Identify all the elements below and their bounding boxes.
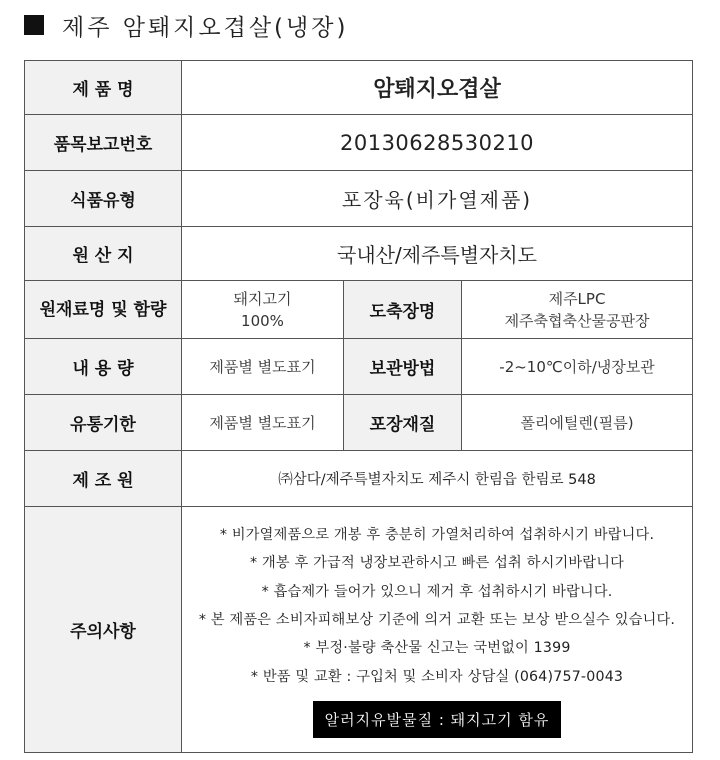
row-content [25,339,693,395]
content-value: 제품별 별도표기 [182,339,344,395]
row-food-type [25,171,693,227]
ingredients-label: 원재료명 및 함량 [25,281,182,339]
slaughterhouse-label: 도축장명 [344,281,462,339]
row-ingredients [25,281,693,339]
content-label: 내 용 량 [25,339,182,395]
packaging-label: 포장재질 [344,395,462,451]
slaughterhouse-value-line2: 제주축협축산물공판장 [504,311,650,330]
allergen-notice: 알러지유발물질 : 돼지고기 함유 [313,701,562,738]
slaughterhouse-value [462,281,693,339]
row-origin [25,227,693,281]
food-type-label: 식품유형 [25,171,182,227]
manufacturer-value: ㈜삼다/제주특별자치도 제주시 한림읍 한림로 548 [182,451,693,507]
row-product-name [25,61,693,115]
page-heading [24,8,348,42]
row-report-number [25,115,693,171]
precaution-item: * 부정·불량 축산물 신고는 국번없이 1399 [303,640,571,657]
row-expiry [25,395,693,451]
page-title: 제주 암퇘지오겹살(냉장) [62,14,349,41]
origin-label: 원 산 지 [25,227,182,281]
product-name-label: 제 품 명 [25,61,182,115]
precautions-content [182,507,693,753]
row-precautions [25,507,693,753]
precaution-item: * 개봉 후 가급적 냉장보관하시고 빠른 섭취 하시기바랍니다 [250,555,625,572]
precaution-item: * 흡습제가 들어가 있으니 제거 후 섭취하시기 바랍니다. [261,583,613,600]
row-manufacturer [25,451,693,507]
food-type-value: 포장육(비가열제품) [182,171,693,227]
ingredients-value [182,281,344,339]
report-number-label: 품목보고번호 [25,115,182,171]
ingredients-value-percent: 100% [241,311,284,330]
product-name-value: 암퇘지오겹살 [182,61,693,115]
ingredients-value-name: 돼지고기 [233,289,292,308]
manufacturer-label: 제 조 원 [25,451,182,507]
product-info-table [24,60,693,753]
square-bullet-icon [24,15,44,35]
origin-value: 국내산/제주특별자치도 [182,227,693,281]
report-number-value: 20130628530210 [182,115,693,171]
expiry-value: 제품별 별도표기 [182,395,344,451]
expiry-label: 유통기한 [25,395,182,451]
packaging-value: 폴리에틸렌(필름) [462,395,693,451]
slaughterhouse-value-line1: 제주LPC [548,289,606,308]
storage-label: 보관방법 [344,339,462,395]
storage-value: -2~10℃이하/냉장보관 [462,339,693,395]
precaution-item: * 반품 및 교환 : 구입처 및 소비자 상담실 (064)757-0043 [250,668,624,685]
precaution-item: * 본 제품은 소비자피해보상 기준에 의거 교환 또는 보상 받으실수 있습니다. [198,612,676,628]
precaution-item: * 비가열제품으로 개봉 후 충분히 가열처리하여 섭취하시기 바랍니다. [219,526,655,543]
precautions-label: 주의사항 [25,507,182,753]
